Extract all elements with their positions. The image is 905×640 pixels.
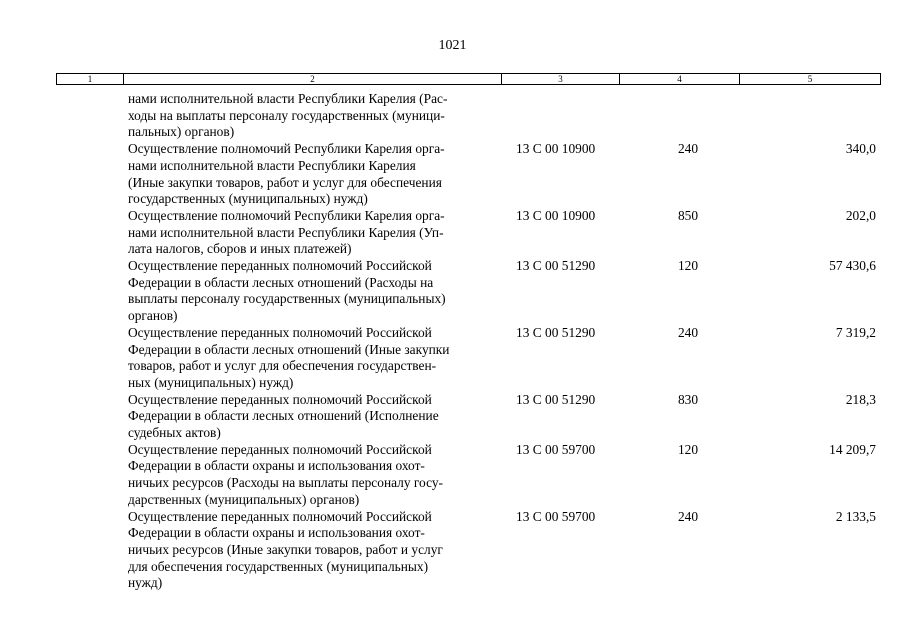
row-amount: 7 319,2 (835, 324, 876, 340)
row-expense-type (623, 91, 753, 141)
row-expense-type: 240 (677, 508, 699, 524)
row-description: Осуществление переданных полномочий Российской Федерации в области лесных отношений (Иные закупки товаров, работ и услуг для обеспечения государствен- ных (муниципальных) нужд) (128, 324, 450, 390)
column-header-table (56, 73, 881, 85)
page-number: 1021 (438, 38, 467, 53)
row-amount: 202,0 (845, 207, 876, 223)
table-row (56, 442, 880, 509)
row-number-cell (56, 392, 128, 442)
row-target-code: 13 С 00 59700 (516, 441, 596, 457)
row-expense-type: 830 (677, 391, 699, 407)
row-description: Осуществление полномочий Республики Карелия орга- нами исполнительной власти Республики Карелия (Иные закупки товаров, работ и услуг для обеспечения государственных (муниципальных) нужд) (128, 141, 445, 207)
row-amount: 218,3 (845, 391, 876, 407)
budget-table-body (56, 91, 880, 592)
row-description: Осуществление переданных полномочий Российской Федерации в области охраны и использования охот- ничьих ресурсов (Расходы на выплаты персоналу госу- дарственных (муниципальных) органов) (128, 441, 444, 507)
table-row (56, 208, 880, 258)
row-amount: 57 430,6 (829, 258, 876, 274)
row-target-code: 13 С 00 59700 (516, 508, 596, 524)
row-target-code: 13 С 00 10900 (516, 141, 596, 157)
row-expense-type: 850 (677, 207, 699, 223)
table-row (56, 392, 880, 442)
table-row (56, 141, 880, 208)
column-header-1: 1 (57, 74, 124, 85)
column-header-5: 5 (740, 74, 881, 85)
row-expense-type: 240 (677, 324, 699, 340)
row-number-cell (56, 258, 128, 325)
column-header-row (57, 74, 881, 85)
column-header-4: 4 (620, 74, 740, 85)
row-number-cell (56, 141, 128, 208)
row-description: Осуществление переданных полномочий Российской Федерации в области лесных отношений (Исполнение судебных актов) (128, 391, 439, 441)
row-number-cell (56, 325, 128, 392)
row-amount: 2 133,5 (835, 508, 876, 524)
table-row (56, 325, 880, 392)
row-description: Осуществление полномочий Республики Карелия орга- нами исполнительной власти Республики Карелия (Уп- лата налогов, сборов и иных платежей) (128, 207, 445, 257)
column-header-3: 3 (502, 74, 620, 85)
table-row (56, 509, 880, 593)
row-target-code: 13 С 00 51290 (516, 324, 596, 340)
row-number-cell (56, 91, 128, 141)
row-target-code: 13 С 00 51290 (516, 391, 596, 407)
row-number-cell (56, 509, 128, 593)
row-target-code: 13 С 00 10900 (516, 207, 596, 223)
table-row (56, 258, 880, 325)
row-amount (753, 91, 880, 141)
row-description: Осуществление переданных полномочий Российской Федерации в области лесных отношений (Расходы на выплаты персоналу государственных (муниципальных) органов) (128, 258, 446, 324)
row-description: нами исполнительной власти Республики Карелия (Рас- ходы на выплаты персоналу государственных (муници- пальных) органов) (128, 91, 448, 140)
table-row (56, 91, 880, 141)
row-expense-type: 240 (677, 141, 699, 157)
row-number-cell (56, 442, 128, 509)
row-number-cell (56, 208, 128, 258)
row-description: Осуществление переданных полномочий Российской Федерации в области охраны и использования охот- ничьих ресурсов (Иные закупки товаров, работ и услуг для обеспечения государственных (муниципальных) нужд) (128, 508, 443, 591)
row-expense-type: 120 (677, 258, 699, 274)
row-expense-type: 120 (677, 441, 699, 457)
row-amount: 340,0 (845, 141, 876, 157)
column-header-2: 2 (124, 74, 502, 85)
row-amount: 14 209,7 (829, 441, 876, 457)
row-target-code (513, 91, 623, 141)
row-target-code: 13 С 00 51290 (516, 258, 596, 274)
